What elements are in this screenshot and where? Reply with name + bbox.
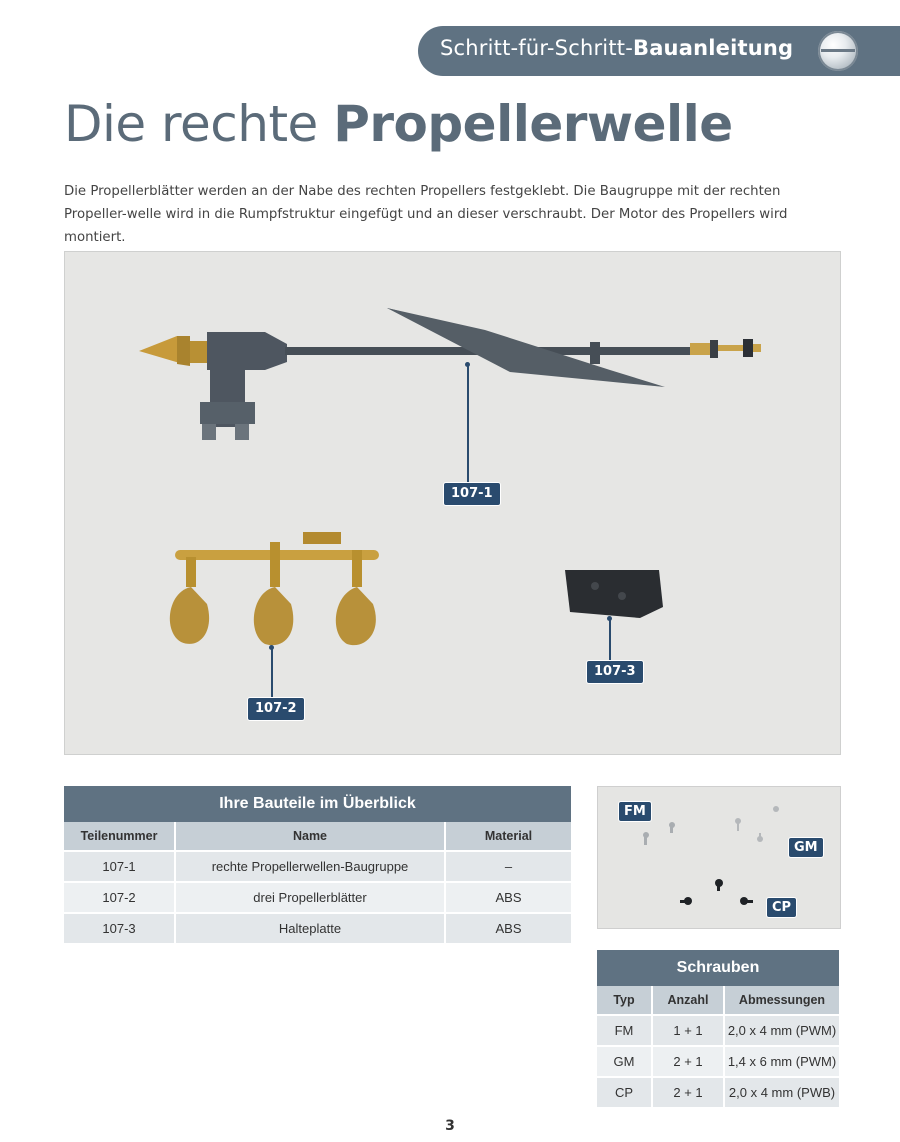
globe-icon [818,31,858,71]
column-header: Material [445,822,571,851]
table-cell: FM [597,1015,652,1046]
table-cell: 2 + 1 [652,1046,724,1077]
table-cell: CP [597,1077,652,1107]
header-title: Schritt-für-Schritt-Bauanleitung [440,36,794,60]
column-header: Typ [597,986,652,1015]
parts-photo [64,251,841,755]
table-cell: 2 + 1 [652,1077,724,1107]
table-cell: 107-1 [64,851,175,882]
table-cell: 107-2 [64,882,175,913]
screw-tag-gm: GM [788,837,824,858]
table-row [597,1046,839,1077]
table-cell: ABS [445,913,571,943]
parts-table [64,786,571,943]
page-number: 3 [445,1118,455,1134]
leader-line [609,618,611,660]
column-header: Abmessungen [724,986,839,1015]
propeller-shaft-assembly [139,308,761,440]
screws-table-header [597,986,839,1015]
table-cell: – [445,851,571,882]
table-row [64,851,571,882]
parts-table-title: Ihre Bauteile im Überblick [64,786,571,822]
page-title: Die rechte Propellerwelle [64,95,733,153]
table-row [64,882,571,913]
screws-table-title: Schrauben [597,950,839,986]
fm-screws [643,822,675,845]
table-row [64,913,571,943]
parts-table-header [64,822,571,851]
screw-tag-fm: FM [618,801,652,822]
leader-line [271,647,273,697]
leader-dot [269,645,274,650]
leader-line [467,364,469,482]
leader-dot [607,616,612,621]
table-row [597,1077,839,1107]
table-cell: ABS [445,882,571,913]
column-header: Name [175,822,445,851]
table-cell: GM [597,1046,652,1077]
table-cell: 107-3 [64,913,175,943]
screws-table [597,950,839,1107]
table-row [597,1015,839,1046]
column-header: Teilenummer [64,822,175,851]
intro-paragraph: Die Propellerblätter werden an der Nabe des rechten Propellers festgeklebt. Die Baugruppe mit der rechten Propeller-welle wird in die Rumpfstruktur eingefügt und an dieser verschraubt. Der Motor des Propellers wird montiert. [64,184,788,245]
table-cell: Halteplatte [175,913,445,943]
part-label-107-2: 107-2 [247,697,305,721]
part-label-107-3: 107-3 [586,660,644,684]
gm-screws [735,806,779,842]
table-cell: 1,4 x 6 mm (PWM) [724,1046,839,1077]
screws-photo [597,786,841,929]
table-cell: 1 + 1 [652,1015,724,1046]
propeller-blades [170,532,379,645]
cp-screws [680,879,753,905]
table-cell: drei Propellerblätter [175,882,445,913]
leader-dot [465,362,470,367]
table-cell: 2,0 x 4 mm (PWM) [724,1015,839,1046]
part-label-107-1: 107-1 [443,482,501,506]
table-cell: rechte Propellerwellen-Baugruppe [175,851,445,882]
screw-tag-cp: CP [766,897,797,918]
holding-plate [565,570,663,618]
column-header: Anzahl [652,986,724,1015]
table-cell: 2,0 x 4 mm (PWB) [724,1077,839,1107]
